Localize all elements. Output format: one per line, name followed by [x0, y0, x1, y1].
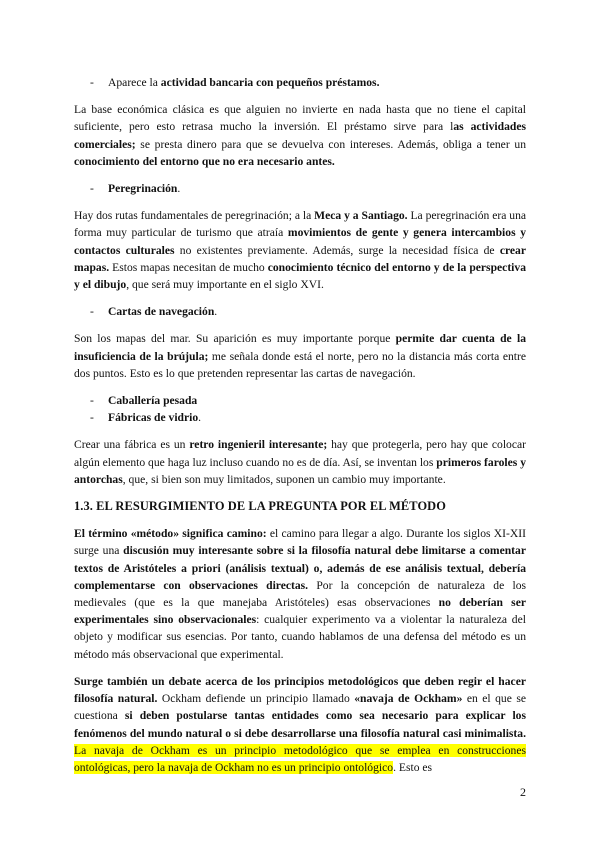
bullet-nautical-charts	[74, 303, 526, 320]
text-run: . Esto es	[393, 760, 433, 774]
text-run: Aparece la	[108, 76, 161, 89]
bullet-glass-factories	[74, 409, 526, 426]
bullet-dash: -	[90, 305, 94, 319]
text-run: Estos mapas necesitan de mucho	[109, 260, 268, 274]
bullet-dash: -	[90, 394, 94, 408]
bullet-banking	[74, 74, 526, 91]
page-number: 2	[520, 785, 526, 799]
text-run: en el que se cuestiona	[74, 692, 526, 723]
text-run: me señala donde está el norte, pero no la distancia más corta entre dos puntos. Esto es lo que pretenden representar las cartas de navegación.	[74, 349, 526, 380]
bold-run: Fábricas de vidrio	[108, 411, 199, 425]
bold-run: Peregrinación	[108, 182, 178, 196]
bold-run: movimientos de gente y genera intercambios y contactos culturales	[74, 226, 526, 257]
text-run: , que será muy importante en el siglo XVI.	[126, 278, 324, 292]
text-run: .	[177, 182, 181, 196]
bold-run: conocimiento técnico del entorno y de la perspectiva y el dibujo	[74, 260, 526, 292]
bold-run: retro ingenieril interesante;	[189, 438, 328, 452]
bullet-dash: -	[90, 411, 94, 425]
bold-run: «navaja de Ockham»	[354, 692, 463, 706]
bullet-dash: -	[90, 76, 94, 89]
page-content	[74, 74, 526, 786]
bullet-pilgrimage	[74, 180, 526, 197]
section-heading: 1.3. EL RESURGIMIENTO DE LA PREGUNTA POR EL MÉTODO	[74, 499, 446, 514]
bold-run: si deben postularse tantas entidades como sea necesario para explicar los fenómenos del mundo natural o si debe desarrollarse una filosofía natural casi minimalista.	[74, 709, 526, 740]
bold-run: as actividades comerciales;	[74, 120, 526, 151]
paragraph-nautical-charts	[74, 330, 526, 382]
bold-run: crear mapas.	[74, 243, 526, 274]
text-run: : cualquier experimento va a violentar la naturaleza del objeto y modificar sus esencias. Por tanto, cuando hablamos de una defensa del método es un método más observacional que experimental.	[74, 613, 526, 661]
bold-run: conocimiento del entorno que no era necesario antes.	[74, 154, 335, 168]
bold-run: actividad bancaria con pequeños préstamos.	[160, 76, 380, 89]
paragraph-banking	[74, 101, 526, 170]
paragraph-glass-factories	[74, 436, 526, 488]
bold-run: primeros faroles y antorchas	[74, 455, 526, 486]
paragraph-ockham	[74, 673, 526, 776]
text-run: Son los mapas del mar. Su aparición es muy importante porque	[74, 332, 396, 346]
bold-run: El término «método» significa camino:	[74, 527, 267, 541]
bold-run: no deberían ser experimentales sino observacionales	[74, 596, 526, 627]
bold-run: Cartas de navegación	[108, 305, 215, 319]
text-run: Ockham defiende un principio llamado	[157, 692, 355, 706]
text-run: .	[214, 305, 218, 319]
bold-run: Caballería pesada	[108, 394, 198, 408]
bullet-dash: -	[90, 182, 94, 196]
bold-run: permite dar cuenta de la insuficiencia de la brújula;	[74, 332, 526, 363]
paragraph-pilgrimage	[74, 207, 526, 293]
bold-run: Meca y a Santiago.	[314, 209, 408, 223]
text-run: .	[198, 411, 202, 425]
text-run: Crear una fábrica es un	[74, 438, 190, 452]
highlighted-text: La navaja de Ockham es un principio metodológico que se emplea en construcciones ontológicas, pero la navaja de Ockham no es un principio ontológico	[74, 743, 526, 774]
text-run: La base económica clásica es que alguien no invierte en nada hasta que no tiene el capital suficiente, pero esto retrasa mucho la inversión. El préstamo sirve para l	[74, 103, 526, 134]
text-run: Por la concepción de naturaleza de los medievales (que es la que manejaba Aristóteles) esas observaciones	[74, 578, 527, 610]
text-run: se presta dinero para que se devuelva con intereses. Además, obliga a tener un	[135, 137, 526, 151]
text-run: La peregrinación era una forma muy particular de turismo que atraía	[74, 209, 527, 240]
text-run: no existentes previamente. Además, surge la necesidad física de	[174, 243, 500, 257]
text-run: el camino para llegar a algo. Durante los siglos XI-XII surge una	[74, 527, 526, 558]
bold-run: Surge también un debate acerca de los principios metodológicos que deben regir el hacer filosofía natural.	[74, 674, 526, 706]
text-run: Hay dos rutas fundamentales de peregrinación; a la	[74, 209, 315, 223]
text-run: hay que protegerla, pero hay que colocar algún elemento que haga luz incluso cuando no es de día. Así, se inventan los	[74, 438, 526, 469]
paragraph-method	[74, 525, 526, 663]
bullet-heavy-cavalry	[74, 392, 526, 409]
text-run: , que, si bien son muy limitados, suponen un cambio muy importante.	[122, 472, 446, 486]
bold-run: discusión muy interesante sobre si la filosofía natural debe limitarse a comentar textos de Aristóteles a priori (análisis textual) o, además de ese análisis textual, debería complementarse con observaciones directas.	[74, 544, 526, 592]
